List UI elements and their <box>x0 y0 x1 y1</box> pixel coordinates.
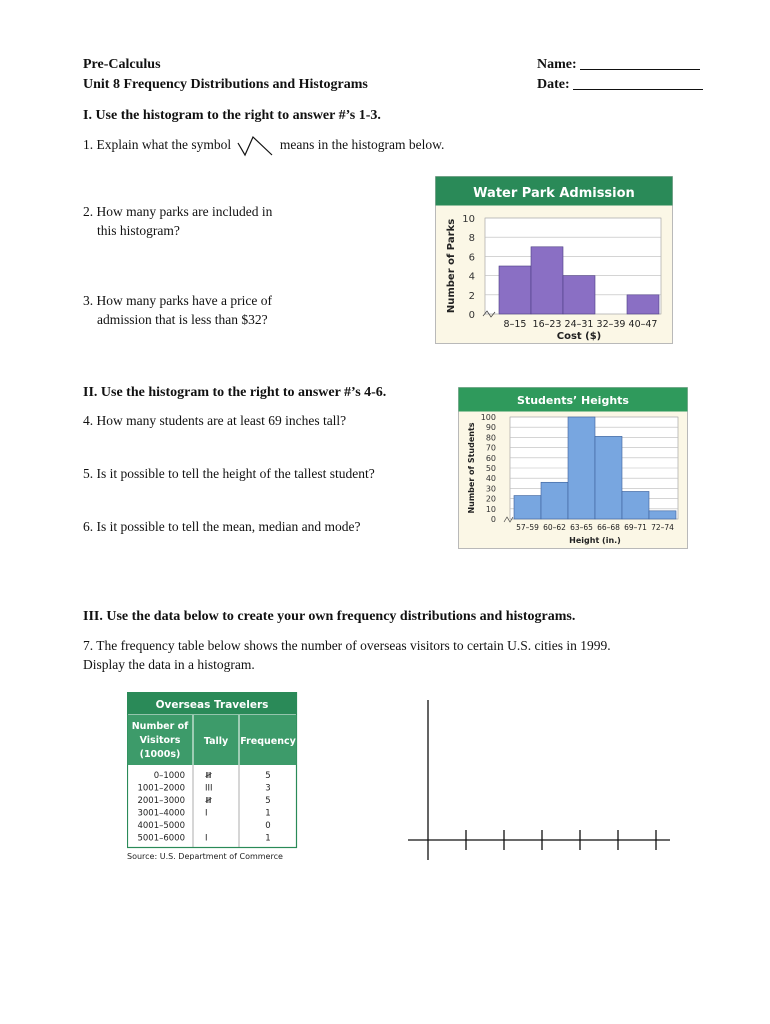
overseas-travelers-table <box>127 692 299 865</box>
x-axis-label: Cost ($) <box>556 331 602 342</box>
section1-heading: I. Use the histogram to the right to answer #’s 1-3. <box>83 108 381 123</box>
chart-title: Students’ Heights <box>517 394 629 407</box>
table-title: Overseas Travelers <box>155 699 269 711</box>
header-visitors: Number of <box>131 721 189 732</box>
q1-text-pre: 1. Explain what the symbol <box>83 137 232 152</box>
y-tick-label: 90 <box>485 423 496 433</box>
header-visitors: Visitors <box>139 735 181 746</box>
y-tick-label: 8 <box>468 233 475 245</box>
bar <box>541 482 568 519</box>
cell-tally: I <box>205 808 208 819</box>
cell-range: 1001–2000 <box>137 783 185 794</box>
header-visitors: (1000s) <box>139 749 181 760</box>
students-svg <box>458 387 688 549</box>
bar <box>568 417 595 519</box>
unit-title: Unit 8 Frequency Distributions and Histograms <box>83 77 368 92</box>
question-1 <box>83 133 444 159</box>
x-tick-label: 57–59 <box>516 523 539 532</box>
q3-line2: admission that is less than $32? <box>97 312 268 327</box>
students-heights-chart <box>458 387 688 554</box>
x-tick-label: 24–31 <box>564 319 594 330</box>
question-3 <box>83 291 272 329</box>
cell-frequency: 5 <box>265 771 271 781</box>
date-field <box>537 75 703 95</box>
blank-histogram-axes[interactable] <box>400 692 680 872</box>
y-tick-label: 50 <box>485 464 496 473</box>
name-field <box>537 55 700 75</box>
y-tick-label: 60 <box>485 453 496 463</box>
q7-line1: 7. The frequency table below shows the number of overseas visitors to certain U.S. cities in 1999. <box>83 638 611 653</box>
x-tick-label: 8–15 <box>503 319 527 330</box>
bar <box>514 496 541 519</box>
bar <box>622 491 649 519</box>
name-blank[interactable] <box>580 55 700 70</box>
x-tick-label: 66–68 <box>597 523 620 532</box>
water-park-svg <box>435 176 673 344</box>
cell-tally: III <box>205 783 213 794</box>
date-blank[interactable] <box>573 75 703 90</box>
question-4: 4. How many students are at least 69 inches tall? <box>83 413 347 428</box>
axis-break-icon <box>236 133 274 159</box>
x-tick-label: 63–65 <box>570 523 593 532</box>
x-tick-label: 40–47 <box>628 319 658 330</box>
section2-heading: II. Use the histogram to the right to answer #’s 4-6. <box>83 385 387 400</box>
cell-frequency: 1 <box>265 808 271 819</box>
x-axis-label: Height (in.) <box>569 536 621 545</box>
cell-frequency: 5 <box>265 796 271 806</box>
x-tick-label: 16–23 <box>532 319 562 330</box>
cell-range: 5001–6000 <box>137 833 185 844</box>
blank-axes-svg <box>400 692 680 867</box>
bar <box>627 295 659 314</box>
y-tick-label: 80 <box>485 433 496 443</box>
y-tick-label: 30 <box>485 484 496 494</box>
y-tick-label: 70 <box>485 443 496 453</box>
q3-line1: 3. How many parks have a price of <box>83 293 272 308</box>
y-tick-label: 40 <box>485 474 496 484</box>
bar <box>649 511 676 519</box>
bar <box>499 266 531 314</box>
cell-tally: 𝍸 <box>205 796 212 806</box>
table-source: Source: U.S. Department of Commerce <box>127 852 283 860</box>
y-tick-label: 10 <box>462 214 475 225</box>
cell-frequency: 0 <box>265 821 271 831</box>
x-tick-label: 69–71 <box>624 523 647 532</box>
question-6: 6. Is it possible to tell the mean, median and mode? <box>83 519 361 534</box>
chart-title: Water Park Admission <box>473 186 635 201</box>
water-park-chart <box>435 176 673 349</box>
name-label: Name: <box>537 57 577 72</box>
q2-line1: 2. How many parks are included in <box>83 204 273 219</box>
bar <box>595 436 622 519</box>
x-tick-label: 32–39 <box>596 319 626 330</box>
cell-range: 0–1000 <box>153 771 185 781</box>
date-label: Date: <box>537 77 570 92</box>
question-7 <box>83 636 611 674</box>
y-tick-label: 6 <box>468 252 475 264</box>
cell-tally: 𝍸 <box>205 771 212 781</box>
cell-tally: I <box>205 833 208 844</box>
y-tick-label: 0 <box>468 310 475 321</box>
question-2 <box>83 202 272 240</box>
q1-text-post: means in the histogram below. <box>279 137 445 152</box>
q2-line2: this histogram? <box>97 223 180 238</box>
y-tick-label: 10 <box>485 504 496 514</box>
section3-heading: III. Use the data below to create your own frequency distributions and histograms. <box>83 609 576 624</box>
q7-line2: Display the data in a histogram. <box>83 657 255 672</box>
question-5: 5. Is it possible to tell the height of the tallest student? <box>83 466 375 481</box>
y-tick-label: 20 <box>485 494 496 504</box>
cell-frequency: 1 <box>265 833 271 844</box>
cell-range: 4001–5000 <box>137 821 185 831</box>
cell-frequency: 3 <box>265 783 271 794</box>
course-title: Pre-Calculus <box>83 57 161 72</box>
y-axis-label: Number of Parks <box>446 218 457 314</box>
y-tick-label: 0 <box>490 515 496 524</box>
x-tick-label: 60–62 <box>543 523 566 532</box>
bar <box>563 276 595 314</box>
y-tick-label: 2 <box>468 290 475 302</box>
cell-range: 2001–3000 <box>137 796 185 806</box>
bar <box>531 247 563 314</box>
y-axis-label: Number of Students <box>467 422 476 514</box>
y-tick-label: 4 <box>468 271 475 283</box>
cell-range: 3001–4000 <box>137 808 185 819</box>
header-tally: Tally <box>203 736 229 747</box>
header-frequency: Frequency <box>240 736 296 747</box>
y-tick-label: 100 <box>480 413 496 422</box>
frequency-table-svg <box>127 692 299 860</box>
x-tick-label: 72–74 <box>651 523 674 532</box>
